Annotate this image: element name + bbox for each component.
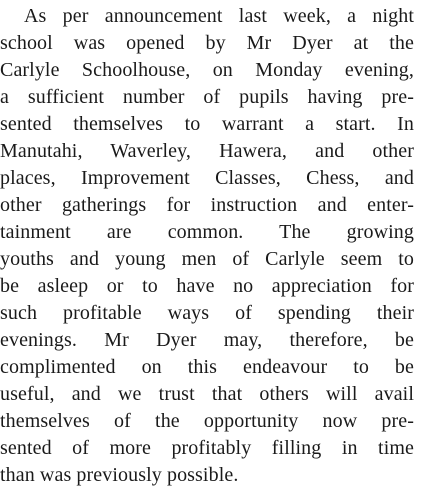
article-line-9: tainment are common. The growing	[0, 221, 414, 243]
article-line-13: evenings. Mr Dyer may, therefore, be	[0, 329, 414, 351]
article-line-12: such profitable ways of spending their	[0, 302, 414, 324]
article-line-6: Manutahi, Waverley, Hawera, and other	[0, 140, 414, 162]
article-line-1: As per announcement last week, a night	[24, 5, 414, 27]
article-line-3: Carlyle Schoolhouse, on Monday evening,	[0, 59, 414, 81]
article-line-15: useful, and we trust that others will avail	[0, 383, 414, 405]
article-line-11: be asleep or to have no appreciation for	[0, 275, 414, 297]
article-line-16: themselves of the opportunity now pre-	[0, 410, 414, 432]
article-line-4: a sufficient number of pupils having pre-	[0, 86, 414, 108]
article-line-14: complimented on this endeavour to be	[0, 356, 414, 378]
article-line-7: places, Improvement Classes, Chess, and	[0, 167, 414, 189]
article-line-5: sented themselves to warrant a start. In	[0, 113, 414, 135]
article-line-18: than was previously possible.	[0, 464, 239, 486]
article-line-17: sented of more profitably filling in time	[0, 437, 414, 459]
article-line-8: other gatherings for instruction and enter-	[0, 194, 414, 216]
article-line-2: school was opened by Mr Dyer at the	[0, 32, 414, 54]
article-line-10: youths and young men of Carlyle seem to	[0, 248, 414, 270]
